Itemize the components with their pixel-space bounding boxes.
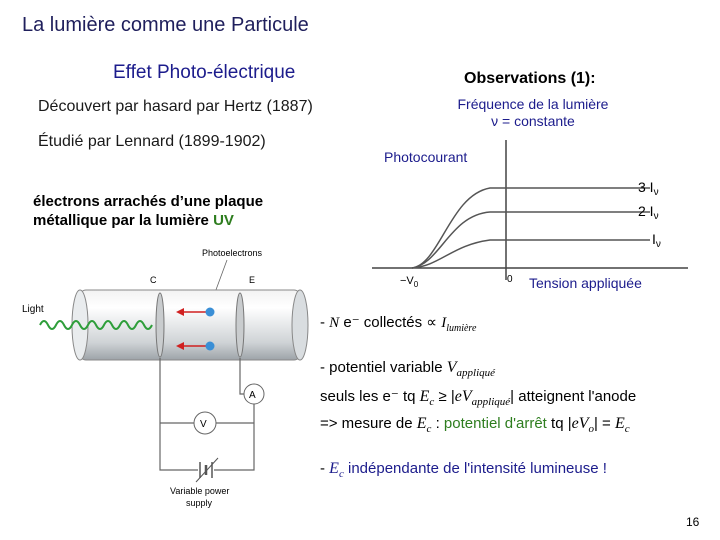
studied-text: Étudié par Lennard (1899-1902)	[38, 133, 266, 150]
slide-title: La lumière comme une Particule	[22, 14, 309, 36]
graph-xlabel: Tension appliquée	[529, 275, 642, 291]
graph-ylabel: Photocourant	[384, 149, 468, 165]
bullet-2-line-2: seuls les e⁻ tq $E_c \ge |eV_{appliqué}|$ atteignent l'anode	[320, 388, 637, 408]
bullet-stopping-potential: => mesure de $E_c$ : potentiel d'arrêt tq $|eV_o| = E_c$	[320, 415, 630, 435]
electrons-line-1: électrons arrachés d’une plaque	[33, 193, 264, 210]
curve-label-2I: 2 $I_\nu$	[638, 203, 659, 222]
bullet-2-line-1: - potentiel variable $V_{appliqué}$	[320, 359, 496, 379]
supply-label-1: Variable power	[170, 486, 230, 496]
origin-label: 0	[507, 274, 513, 285]
voltmeter-label: V	[200, 419, 207, 430]
uv-label: UV	[213, 212, 234, 229]
discovered-text: Découvert par hasard par Hertz (1887)	[38, 98, 313, 115]
observations-heading: Observations (1):	[464, 70, 596, 87]
bullet-independence: - $E_c$ indépendante de l'intensité lumineuse !	[320, 460, 607, 480]
photoelectrons-label: Photoelectrons	[202, 248, 263, 258]
electron-top	[206, 308, 215, 317]
bullet-electron-count: - N e⁻ collectés ∝ $I_{lumière}$	[320, 314, 477, 334]
stopping-potential-label: $-V_0$	[400, 275, 419, 289]
wire-left	[160, 358, 198, 470]
cathode-plate	[156, 293, 164, 357]
anode-label: E	[249, 275, 256, 285]
subtitle-photoelectric: Effet Photo-électrique	[113, 62, 296, 83]
curve-label-I: $I_\nu$	[652, 231, 661, 250]
frequency-line-2: ν = constante	[491, 113, 575, 129]
wire-right	[214, 358, 254, 470]
curve-label-3I: 3 $I_\nu$	[638, 179, 659, 198]
electrons-line-2-prefix: métallique par la lumière	[33, 212, 214, 229]
supply-label-2: supply	[186, 498, 213, 508]
anode-plate	[236, 293, 244, 357]
bullet-variable-potential	[320, 356, 636, 414]
cathode-label: C	[150, 275, 157, 285]
light-label: Light	[22, 304, 44, 315]
ammeter-label: A	[249, 390, 256, 401]
electron-bottom	[206, 342, 215, 351]
page-number: 16	[686, 515, 700, 529]
frequency-line-1: Fréquence de la lumière	[457, 96, 609, 112]
tube-end	[292, 290, 308, 360]
